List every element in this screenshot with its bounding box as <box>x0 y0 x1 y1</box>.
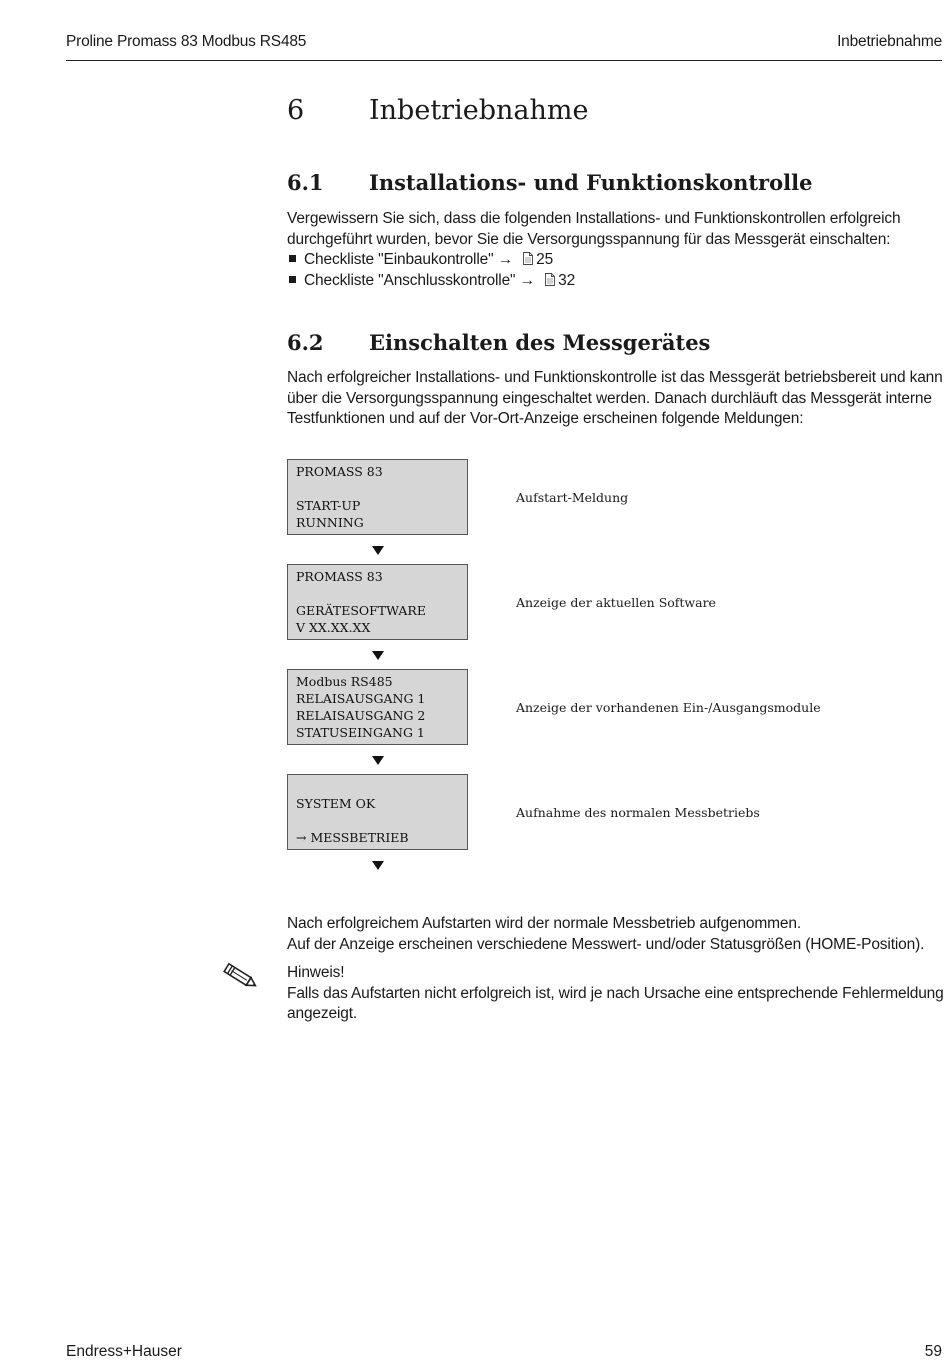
paragraph-line: Nach erfolgreicher Installations- und Funktionskontrolle ist das Messgerät betriebsbereit und kann <box>287 369 943 386</box>
display-box-modules <box>287 669 468 745</box>
display-caption: Aufnahme des normalen Messbetriebs <box>516 805 760 820</box>
display-line: PROMASS 83 <box>296 569 383 584</box>
section-number: 6.1 <box>287 170 324 195</box>
startup-result-paragraph <box>287 914 947 955</box>
display-line: V XX.XX.XX <box>296 620 371 635</box>
display-box-system-ok <box>287 774 468 850</box>
section-heading-6-2 <box>287 330 710 355</box>
paragraph-line: über die Versorgungsspannung eingeschaltet werden. Danach durchläuft das Messgerät interne <box>287 389 932 407</box>
section-6-1-paragraph <box>287 209 947 291</box>
page-number: 59 <box>924 1343 942 1360</box>
note-line: angezeigt. <box>287 1005 358 1022</box>
display-caption: Aufstart-Meldung <box>516 490 629 505</box>
display-box-software <box>287 564 468 640</box>
display-line: → MESSBETRIEB <box>296 830 409 845</box>
section-title: Installations- und Funktionskontrolle <box>369 170 813 195</box>
display-caption: Anzeige der vorhandenen Ein-/Ausgangsmodule <box>516 700 821 715</box>
display-line: SYSTEM OK <box>296 796 376 811</box>
flow-arrow-down-icon <box>372 756 384 765</box>
chapter-heading <box>287 95 588 126</box>
header-rule <box>66 60 942 61</box>
checklist-label: Checkliste "Einbaukontrolle" <box>304 251 494 268</box>
pencil-icon <box>218 960 260 992</box>
section-6-2-paragraph <box>287 368 947 430</box>
page-reference-icon <box>545 273 555 286</box>
paragraph-line: Vergewissern Sie sich, dass die folgenden Installations- und Funktionskontrollen erfolgreich <box>287 210 901 227</box>
paragraph-line: Testfunktionen und auf der Vor-Ort-Anzeige erscheinen folgende Meldungen: <box>287 410 804 427</box>
page-reference-icon <box>523 252 533 265</box>
flow-arrow-down-icon <box>372 651 384 660</box>
flow-arrow-down-icon <box>372 546 384 555</box>
display-caption: Anzeige der aktuellen Software <box>516 595 716 610</box>
running-header-title: Proline Promass 83 Modbus RS485 <box>66 33 307 50</box>
section-title: Einschalten des Messgerätes <box>369 330 711 355</box>
arrow-icon: → <box>519 271 535 289</box>
display-line: RELAISAUSGANG 1 <box>296 691 426 706</box>
display-line: STATUSEINGANG 1 <box>296 725 425 740</box>
display-line: RUNNING <box>296 515 364 530</box>
note-title: Hinweis! <box>287 964 345 981</box>
chapter-title: Inbetriebnahme <box>369 95 589 126</box>
arrow-icon: → <box>497 251 513 268</box>
display-line <box>296 778 459 795</box>
display-line: GERÄTESOFTWARE <box>296 603 426 618</box>
display-line: RELAISAUSGANG 2 <box>296 708 426 723</box>
display-line <box>296 585 459 602</box>
display-line <box>296 480 459 497</box>
display-line <box>296 812 459 829</box>
note-line: Falls das Aufstarten nicht erfolgreich ist, wird je nach Ursache eine entsprechende Fehlermeldung <box>287 984 944 1002</box>
running-header-chapter: Inbetriebnahme <box>837 33 942 50</box>
checklist-item <box>287 271 947 292</box>
page-reference-link[interactable]: 32 <box>558 271 576 289</box>
footer-company: Endress+Hauser <box>66 1343 182 1360</box>
display-box-startup <box>287 459 468 535</box>
section-heading-6-1 <box>287 170 812 195</box>
display-line: PROMASS 83 <box>296 464 383 479</box>
bullet-icon <box>289 276 296 283</box>
checklist-item <box>287 250 947 271</box>
flow-arrow-down-icon <box>372 861 384 870</box>
page-reference-link[interactable]: 25 <box>536 251 554 268</box>
display-line: Modbus RS485 <box>296 674 393 689</box>
paragraph-line: Auf der Anzeige erscheinen verschiedene Messwert- und/oder Statusgrößen (HOME-Position). <box>287 935 925 953</box>
checklist-label: Checkliste "Anschlusskontrolle" <box>304 271 516 289</box>
display-line: START-UP <box>296 498 361 513</box>
chapter-number: 6 <box>287 95 305 126</box>
paragraph-line: Nach erfolgreichem Aufstarten wird der normale Messbetrieb aufgenommen. <box>287 915 802 932</box>
section-number: 6.2 <box>287 330 324 355</box>
note-block <box>287 963 947 1025</box>
paragraph-line: durchgeführt wurden, bevor Sie die Versorgungsspannung für das Messgerät einschalten: <box>287 230 891 248</box>
bullet-icon <box>289 255 296 262</box>
